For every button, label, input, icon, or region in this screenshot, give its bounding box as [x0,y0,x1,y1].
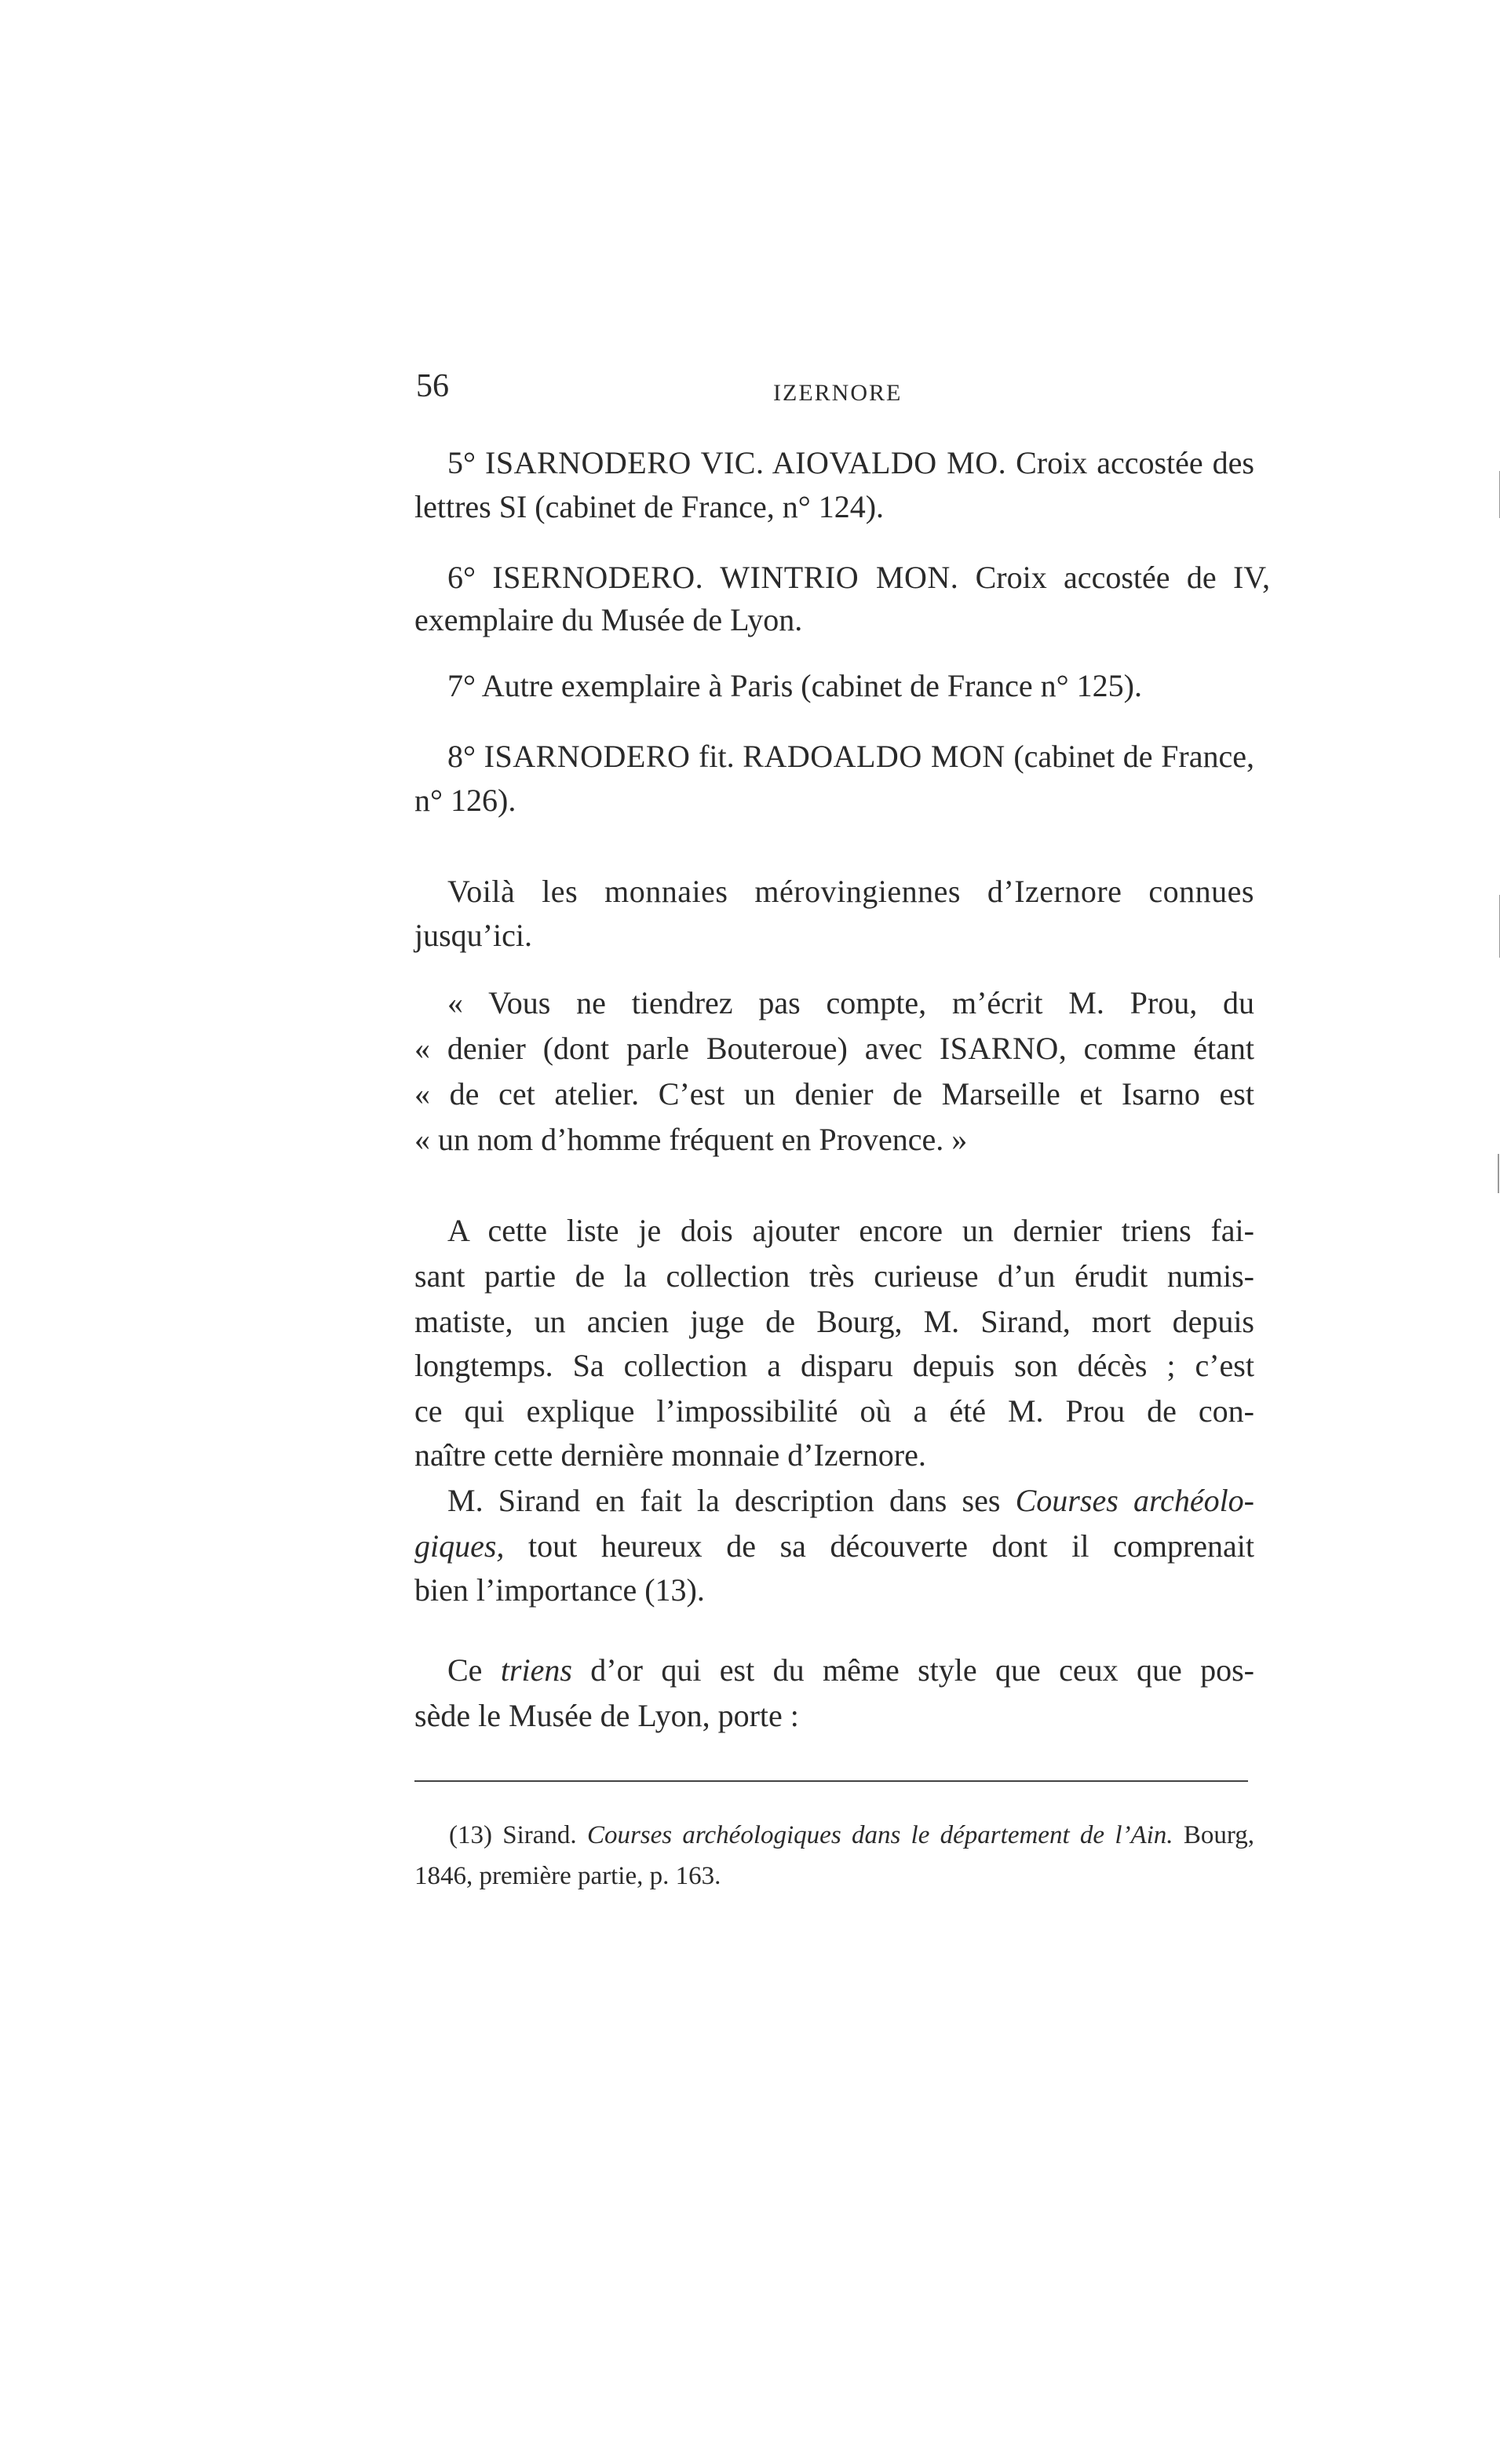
running-title: IZERNORE [773,380,903,406]
footnote-line-1 [449,1820,1254,1851]
quote-line-2-end: , comme étant [1058,1031,1254,1066]
quote-isarno: ISARNO [939,1031,1059,1066]
footnote-marker-and-author: (13) Sirand. [449,1821,587,1849]
quote-line-2-text: « denier (dont parle Bouteroue) avec [414,1031,940,1066]
item-5-number: 5° [447,445,476,480]
item-6-legend: ISERNODERO. WINTRIO MON. [492,560,959,595]
footnote-line-2: 1846, première partie, p. 163. [414,1862,721,1890]
footnote-title: Courses archéologiques dans le département de l’Ain. [586,1821,1173,1849]
voila-line-1: Voilà les monnaies mérovingiennes d’Izernore connues [447,874,1254,909]
item-8-line-2: n° 126). [414,783,516,818]
item-6-number: 6° [447,560,476,595]
paragraph-a-line-6: naître cette dernière monnaie d’Izernore. [414,1437,926,1473]
page-number: 56 [416,368,449,404]
item-6-line-1 [447,559,1270,597]
quote-line-3: « de cet atelier. C’est un denier de Marseille et Isarno est [414,1076,1254,1112]
paragraph-c-line-1-text: d’or qui est du même style que ceux que pos- [571,1652,1255,1688]
quote-line-4: « un nom d’homme fréquent en Provence. » [414,1122,968,1157]
courses-title-part-2: giques, [414,1528,505,1564]
paragraph-b-line-3: bien l’importance (13). [414,1572,705,1608]
item-8-number: 8° [447,739,476,774]
triens-word: triens [500,1652,572,1688]
item-8-legend-2: RADOALDO MON [743,739,1005,774]
courses-title-part-1: Courses archéolo- [1015,1483,1254,1518]
paragraph-c-line-1-start: Ce [447,1652,501,1688]
item-7-line-1: 7° Autre exemplaire à Paris (cabinet de France n° 125). [447,668,1142,703]
item-5-line-1 [447,444,1254,482]
item-8-line-1 [447,738,1254,776]
paragraph-a-line-2: sant partie de la collection très curieuse d’un érudit numis- [414,1258,1254,1294]
quote-line-2 [414,1030,1254,1068]
item-5-legend: ISARNODERO VIC. AIOVALDO MO. [485,445,1007,480]
item-6-line-2: exemplaire du Musée de Lyon. [414,602,803,637]
quote-line-1: « Vous ne tiendrez pas compte, m’écrit M. Prou, du [447,985,1254,1020]
item-6-description: Croix accostée de IV, [958,560,1270,595]
paragraph-a-line-3: matiste, un ancien juge de Bourg, M. Sirand, mort depuis [414,1304,1254,1339]
item-5-description: Croix accostée des [1006,445,1255,480]
paragraph-b-line-2-text: tout heureux de sa découverte dont il comprenait [504,1528,1254,1564]
footnote-rule [414,1780,1248,1782]
paragraph-a-line-4: longtemps. Sa collection a disparu depuis son décès ; c’est [414,1348,1254,1383]
item-8-legend-1: ISARNODERO [484,739,691,774]
paragraph-c-line-1 [447,1652,1254,1689]
paragraph-b-line-1-text: M. Sirand en fait la description dans ses [447,1483,1016,1518]
item-8-description: (cabinet de France, [1005,739,1254,774]
paragraph-c-line-2: sède le Musée de Lyon, porte : [414,1698,799,1733]
item-8-fit: fit. [690,739,743,774]
item-5-line-2: lettres SI (cabinet de France, n° 124). [414,489,885,524]
paragraph-b-line-1 [447,1482,1254,1520]
paragraph-a-line-5: ce qui explique l’impossibilité où a été M. Prou de con- [414,1393,1254,1429]
footnote-place: Bourg, [1173,1821,1254,1849]
voila-line-2: jusqu’ici. [414,918,532,953]
paragraph-b-line-2 [414,1528,1254,1565]
paragraph-a-line-1: A cette liste je dois ajouter encore un dernier triens fai- [447,1213,1254,1248]
scan-margin-mark [1498,1154,1499,1193]
